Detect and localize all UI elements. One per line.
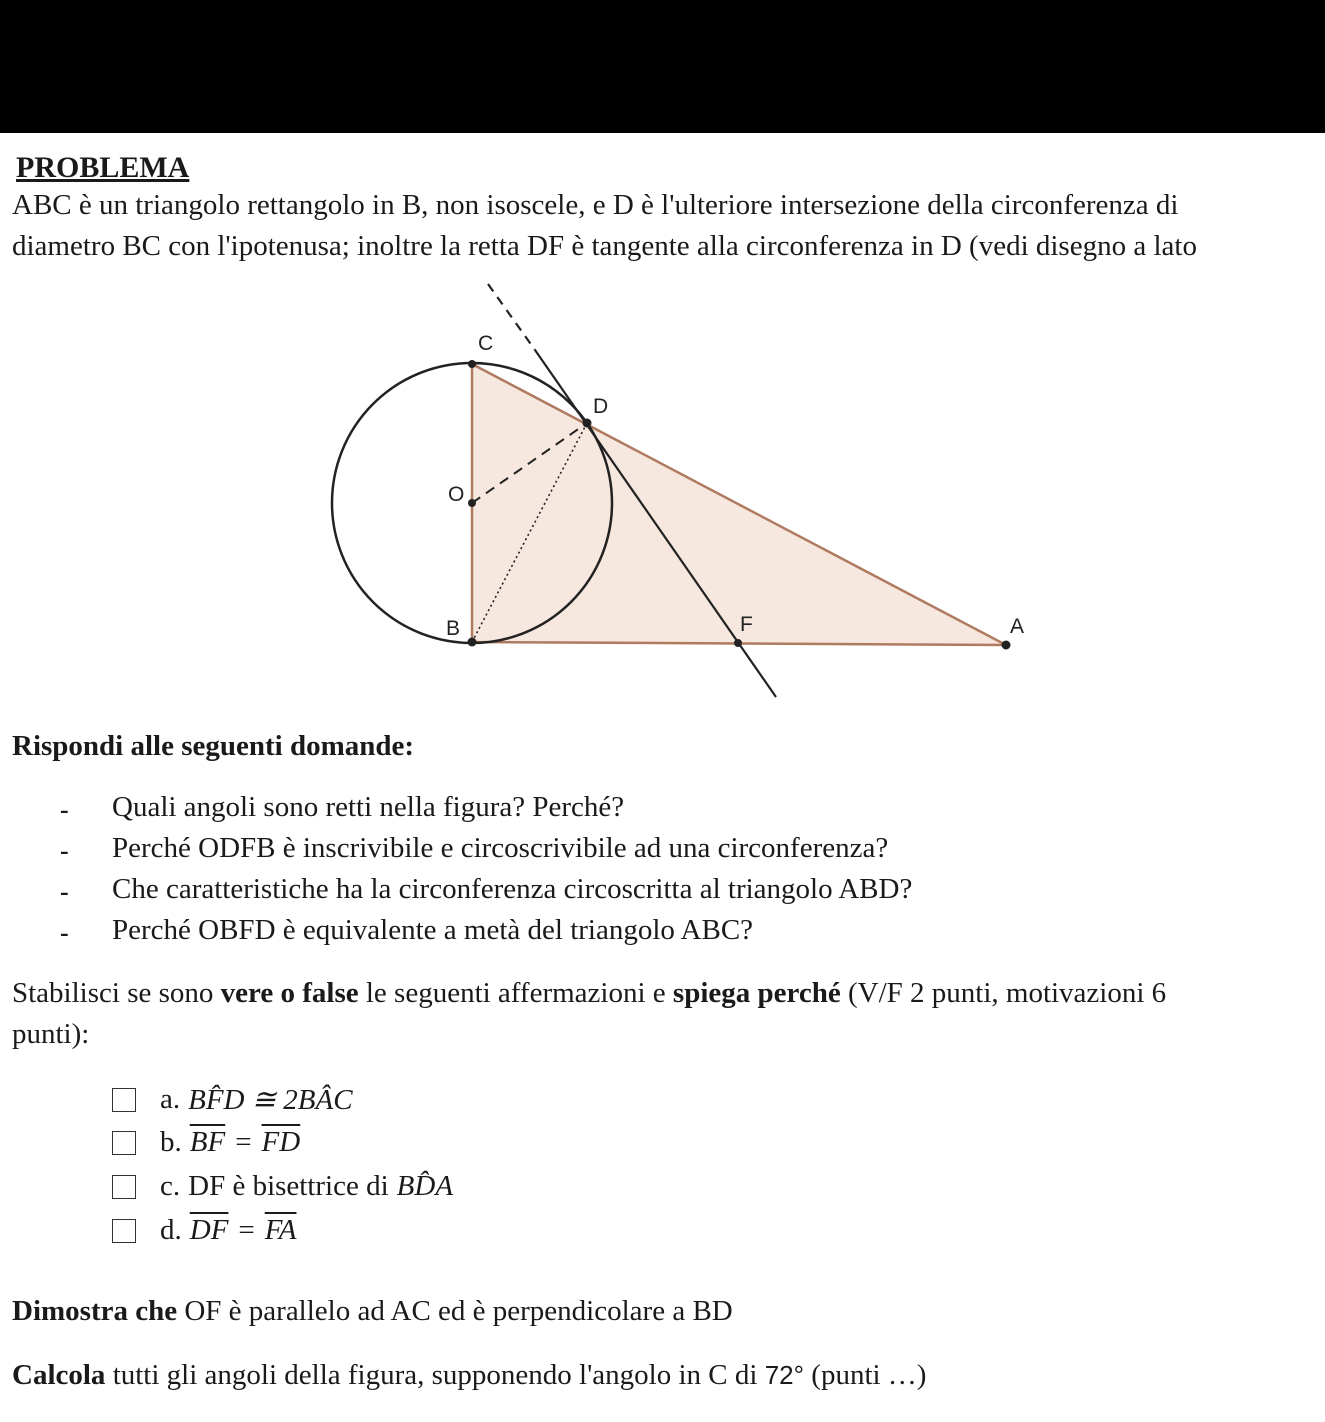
question-4: Perché OBFD è equivalente a metà del triangolo ABC?	[112, 914, 754, 946]
label-d: D	[593, 395, 609, 418]
option-a	[112, 1082, 353, 1117]
option-b-eq: =	[235, 1126, 252, 1158]
option-c-math: BD̂A	[396, 1170, 454, 1202]
checkbox-a[interactable]	[112, 1088, 136, 1112]
option-b-right: $\overline{FD}$	[261, 1126, 301, 1158]
option-c-label: c.	[160, 1170, 181, 1202]
option-b	[112, 1126, 300, 1159]
option-c-text: DF è bisettrice di	[188, 1170, 389, 1202]
option-c	[112, 1170, 453, 1203]
label-a: A	[1010, 615, 1025, 638]
label-f: F	[740, 613, 753, 636]
prove-statement: Dimostra che OF è parallelo ad AC ed è perpendicolare a BD	[12, 1295, 733, 1327]
problem-heading: PROBLEMA	[16, 151, 190, 184]
option-b-left: $\overline{BF}$	[189, 1126, 226, 1158]
point-o	[468, 499, 476, 507]
option-b-label: b.	[160, 1126, 182, 1158]
label-b: B	[446, 617, 461, 640]
compute-statement: Calcola tutti gli angoli della figura, supponendo l'angolo in C di 72° (punti …)	[12, 1359, 927, 1391]
point-f	[734, 639, 742, 647]
bullet-3: -	[60, 877, 69, 906]
point-d	[583, 419, 592, 428]
question-1: Quali angoli sono retti nella figura? Perché?	[112, 791, 625, 823]
problem-page	[0, 133, 1325, 1422]
bullet-4: -	[60, 918, 69, 947]
checkbox-b[interactable]	[112, 1131, 136, 1155]
option-d-right: $\overline{FA}$	[264, 1214, 297, 1246]
option-d	[112, 1214, 296, 1247]
question-2: Perché ODFB è inscrivibile e circoscrivibile ad una circonferenza?	[112, 832, 889, 864]
true-false-instructions-line-2: punti):	[12, 1018, 90, 1050]
label-c: C	[478, 332, 494, 355]
checkbox-d[interactable]	[112, 1219, 136, 1243]
question-3: Che caratteristiche ha la circonferenza circoscritta al triangolo ABD?	[112, 873, 913, 905]
tangent-line-dashed-extension	[488, 284, 535, 350]
point-b	[468, 638, 477, 647]
option-d-eq: =	[238, 1214, 255, 1246]
bullet-2: -	[60, 836, 69, 865]
option-a-math: BF̂D ≅ 2BÂC	[188, 1084, 353, 1116]
triangle-abc	[472, 364, 1006, 645]
checkbox-c[interactable]	[112, 1175, 136, 1199]
intro-line-2: diametro BC con l'ipotenusa; inoltre la retta DF è tangente alla circonferenza in D (vedi disegno a lato	[12, 230, 1197, 262]
option-d-left: $\overline{DF}$	[189, 1214, 229, 1246]
bullet-1: -	[60, 795, 69, 824]
point-a	[1002, 641, 1011, 650]
questions-title: Rispondi alle seguenti domande:	[12, 730, 415, 762]
point-c	[468, 360, 476, 368]
option-a-label: a.	[160, 1083, 181, 1115]
true-false-instructions: Stabilisci se sono vere o false le seguenti affermazioni e spiega perché (V/F 2 punti, motivazioni 6	[12, 977, 1167, 1009]
geometry-figure	[0, 273, 1325, 713]
intro-line-1: ABC è un triangolo rettangolo in B, non isoscele, e D è l'ulteriore intersezione della circonferenza di	[12, 189, 1179, 221]
option-d-label: d.	[160, 1214, 182, 1246]
label-o: O	[448, 483, 465, 506]
top-black-bar	[0, 0, 1325, 133]
